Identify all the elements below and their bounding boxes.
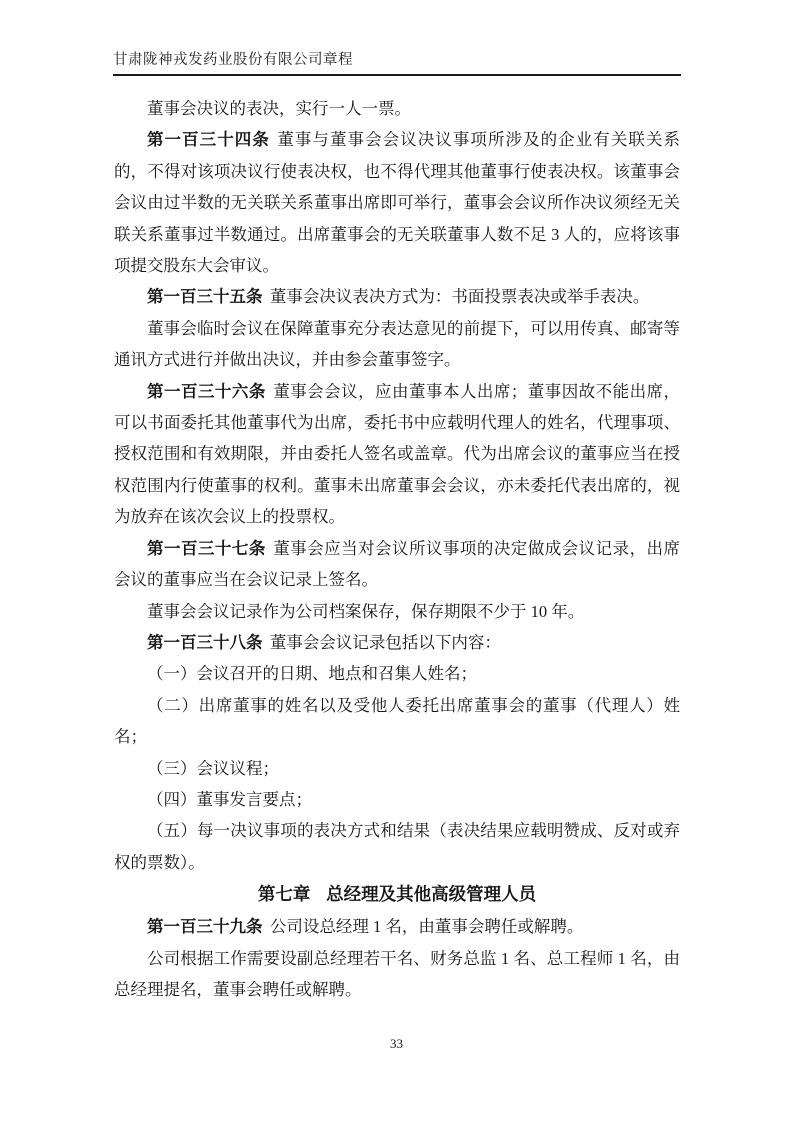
paragraph-text: （五）每一决议事项的表决方式和结果（表决结果应载明赞成、反对或弃权的票数）。 (114, 821, 680, 872)
paragraph-text: 董事会决议表决方式为：书面投票表决或举手表决。 (269, 287, 650, 307)
article-number: 第一百三十七条 (147, 538, 266, 558)
paragraph-text: 董事会会议记录包括以下内容： (269, 632, 501, 652)
document-body (114, 93, 680, 1005)
paragraph-text: 公司根据工作需要设副总经理若干名、财务总监 1 名、总工程师 1 名，由总经理提名，董事会聘任或解聘。 (114, 948, 680, 999)
article-number: 第一百三十九条 (147, 917, 263, 937)
paragraph-text: 公司设总经理 1 名，由董事会聘任或解聘。 (269, 917, 584, 937)
chapter-title: 总经理及其他高级管理人员 (326, 884, 537, 905)
paragraph-text: 董事会决议的表决，实行一人一票。 (147, 99, 411, 118)
article-number: 第一百三十四条 (147, 130, 270, 150)
paragraph-text: 董事会应当对会议所议事项的决定做成会议记录，出席会议的董事应当在会议记录上签名。 (114, 538, 681, 590)
list-item (114, 753, 680, 784)
article-number: 第一百三十五条 (147, 287, 263, 307)
paragraph-text: 董事会临时会议在保障董事充分表达意见的前提下，可以用传真、邮寄等通讯方式进行并做出决议，并由参会董事签字。 (114, 318, 680, 370)
chapter-number: 第七章 (257, 884, 311, 905)
paragraph (114, 596, 680, 627)
paragraph-text: （三）会议议程； (147, 758, 279, 778)
paragraph-text: （四）董事发言要点； (147, 789, 312, 809)
page-header (113, 51, 681, 76)
paragraph-text: （二）出席董事的姓名以及受他人委托出席董事会的董事（代理人）姓名； (114, 695, 680, 747)
chapter-heading (114, 878, 680, 911)
list-item (114, 690, 680, 753)
paragraph (114, 627, 680, 658)
paragraph (114, 376, 680, 533)
paragraph (114, 281, 680, 312)
list-item (114, 658, 680, 689)
paragraph-text: （一）会议召开的日期、地点和召集人姓名； (147, 664, 477, 684)
paragraph-text: 董事与董事会会议决议事项所涉及的企业有关联关系的，不得对该项决议行使表决权，也不得代理其他董事行使表决权。该董事会会议由过半数的无关联关系董事出席即可举行，董事会会议所作决议须经无关联关系董事过半数通过。出席董事会的无关联董事人数不足 3 人的，应将该事项提交股东大会审议。 (114, 130, 681, 276)
article-number: 第一百三十八条 (147, 632, 263, 652)
list-item (114, 815, 680, 878)
header-title: 甘肃陇神戎发药业股份有限公司章程 (113, 52, 353, 68)
paragraph (114, 313, 680, 376)
page-number: 33 (390, 1036, 403, 1051)
paragraph-text: 董事会会议，应由董事本人出席；董事因故不能出席，可以书面委托其他董事代为出席，委托书中应载明代理人的姓名，代理事项、授权范围和有效期限，并由委托人签名或盖章。代为出席会议的董事应当在授权范围内行使董事的权利。董事未出席董事会会议，亦未委托代表出席的，视为放弃在该次会议上的投票权。 (114, 381, 681, 527)
paragraph (114, 943, 680, 1006)
list-item (114, 784, 680, 815)
paragraph (114, 93, 680, 124)
article-number: 第一百三十六条 (147, 381, 266, 401)
paragraph-text: 董事会会议记录作为公司档案保存，保存期限不少于 10 年。 (147, 601, 585, 621)
paragraph (114, 911, 680, 942)
paragraph (114, 533, 680, 596)
paragraph (114, 124, 680, 281)
